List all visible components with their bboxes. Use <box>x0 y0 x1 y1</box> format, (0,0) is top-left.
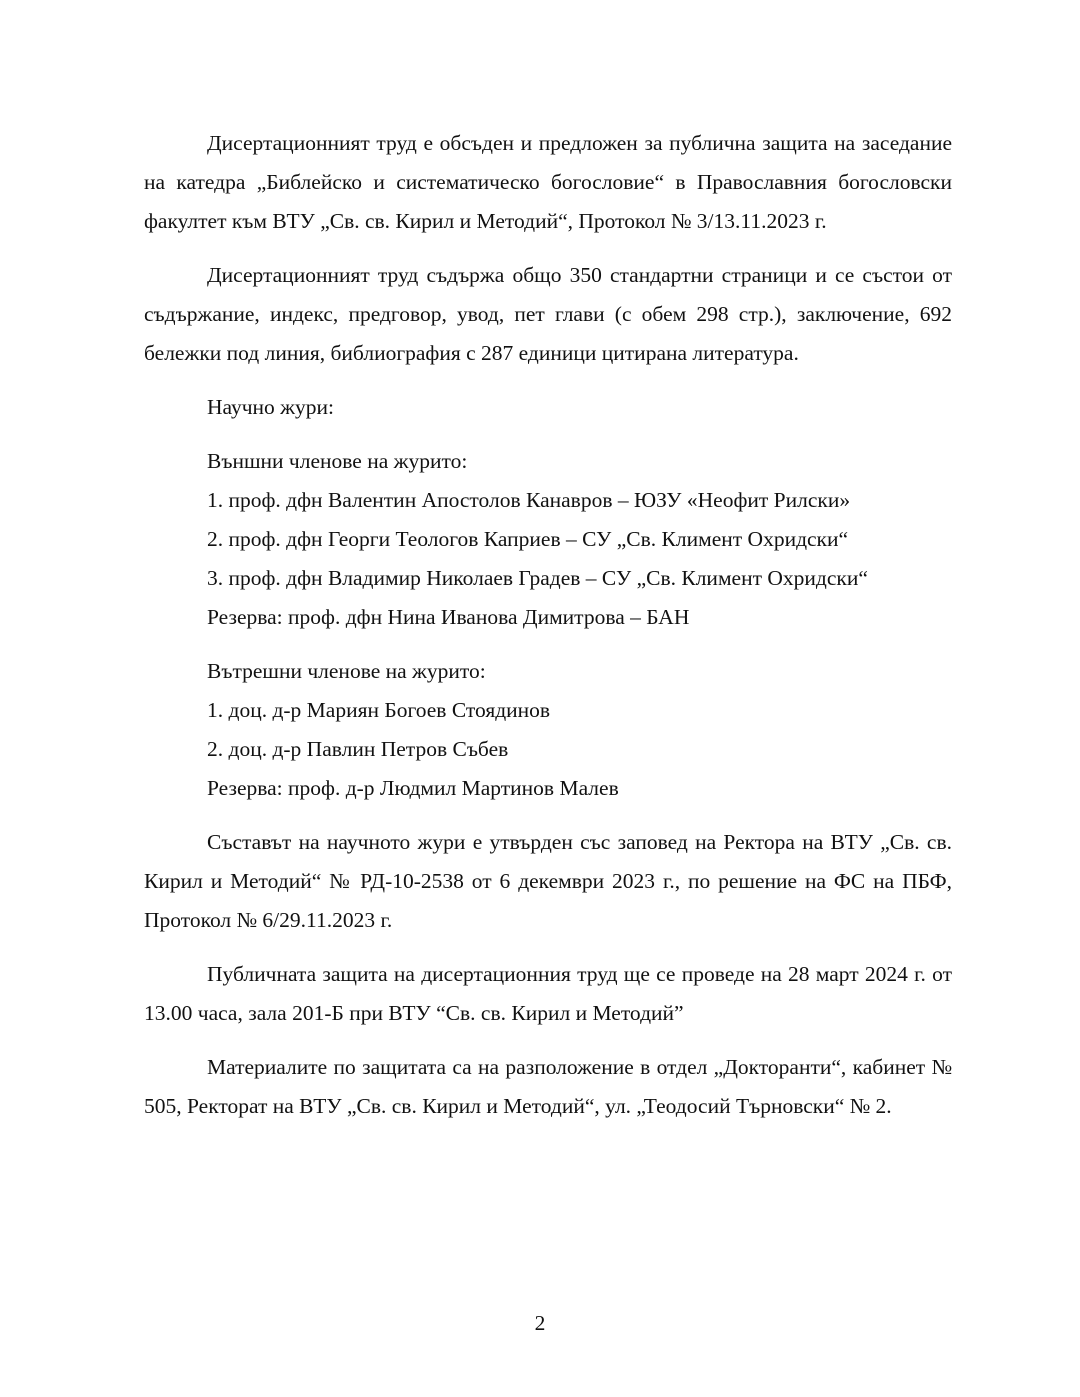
document-body <box>144 124 952 1141</box>
external-member-1: 1. проф. дфн Валентин Апостолов Канавров – ЮЗУ «Неофит Рилски» <box>207 488 851 512</box>
paragraph-materials-location: Материалите по защитата са на разположение в отдел „Докторанти“, кабинет № 505, Ректорат на ВТУ „Св. св. Кирил и Методий“, ул. „Теодосий Търновски“ № 2. <box>144 1055 952 1118</box>
external-members-section <box>144 442 952 637</box>
internal-member-2: 2. доц. д-р Павлин Петров Събев <box>207 737 509 761</box>
external-member-3: 3. проф. дфн Владимир Николаев Градев – СУ „Св. Климент Охридски“ <box>207 566 868 590</box>
internal-members-section <box>144 652 952 808</box>
internal-members-heading: Вътрешни членове на журито: <box>207 659 486 683</box>
paragraph-jury-approval: Съставът на научното жури е утвърден със заповед на Ректора на ВТУ „Св. св. Кирил и Методий“ № РД-10-2538 от 6 декември 2023 г., по решение на ФС на ПБФ, Протокол № 6/29.11.2023 г. <box>144 830 952 932</box>
page-number: 2 <box>534 1311 546 1335</box>
internal-reserve-member: Резерва: проф. д-р Людмил Мартинов Малев <box>207 776 619 800</box>
external-members-heading: Външни членове на журито: <box>207 449 468 473</box>
internal-member-1: 1. доц. д-р Мариян Богоев Стоядинов <box>207 698 551 722</box>
external-reserve-member: Резерва: проф. дфн Нина Иванова Димитрова – БАН <box>207 605 690 629</box>
jury-title: Научно жури: <box>207 395 335 419</box>
paragraph-department-discussion: Дисертационният труд е обсъден и предложен за публична защита на заседание на катедра „Библейско и систематическо богословие“ в Православния богословски факултет към ВТУ „Св. св. Кирил и Методий“, Протокол № 3/13.11.2023 г. <box>144 131 952 233</box>
paragraph-thesis-structure: Дисертационният труд съдържа общо 350 стандартни страници и се състои от съдържание, индекс, предговор, увод, пет глави (с обем 298 стр.), заключение, 692 бележки под линия, библиография с 287 единици цитирана литература. <box>144 263 952 365</box>
paragraph-defense-date: Публичната защита на дисертационния труд ще се проведе на 28 март 2024 г. от 13.00 часа, зала 201-Б при ВТУ “Св. св. Кирил и Методий” <box>144 962 952 1025</box>
external-member-2: 2. проф. дфн Георги Теологов Каприев – СУ „Св. Климент Охридски“ <box>207 527 849 551</box>
jury-title-block <box>144 388 952 427</box>
